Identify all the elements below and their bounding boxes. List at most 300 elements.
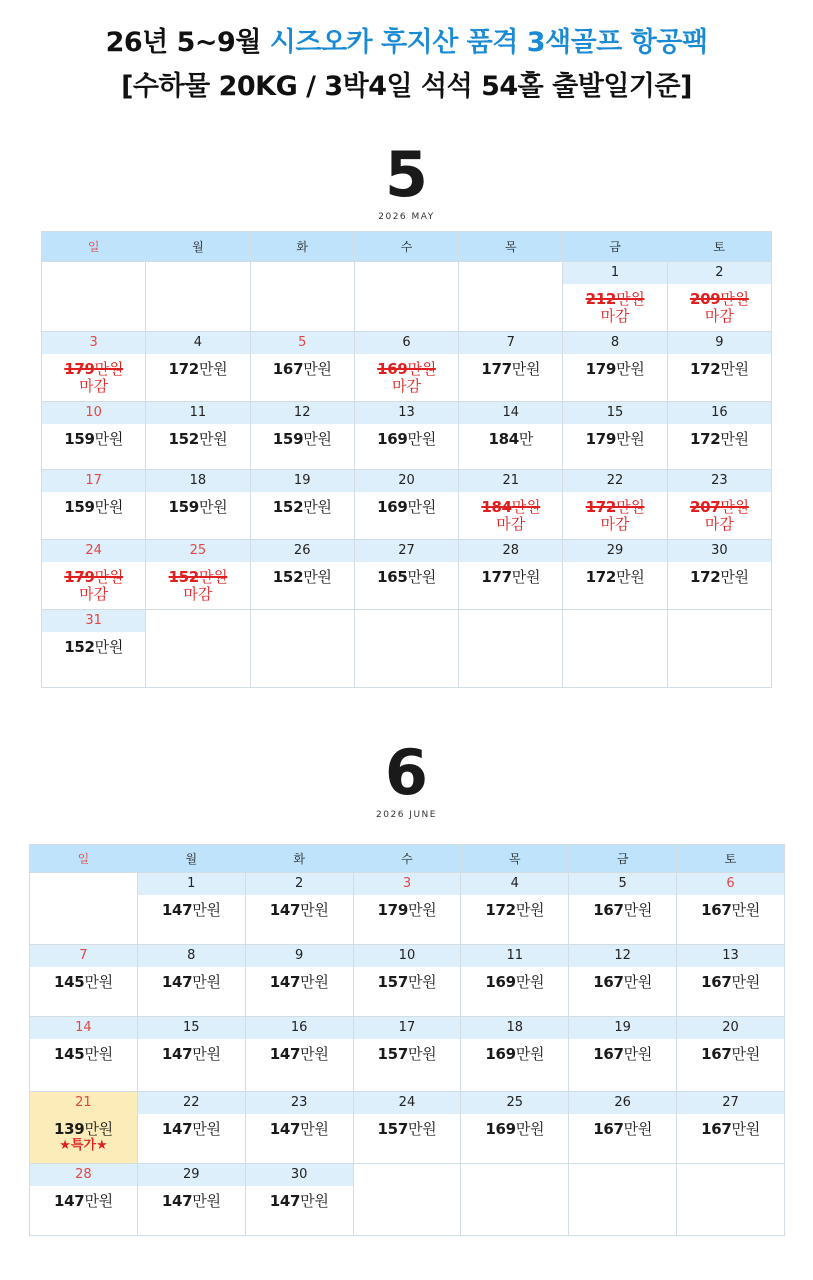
price-unit: 만원: [720, 498, 749, 516]
price-unit: 만원: [84, 1120, 113, 1138]
day-number: 15: [138, 1017, 245, 1039]
day-cell[interactable]: [354, 332, 458, 402]
day-cell[interactable]: [569, 873, 677, 945]
day-cell[interactable]: [245, 1092, 353, 1164]
calendar-may: [41, 231, 772, 688]
empty-day-cell: [353, 1164, 461, 1236]
price-label: [677, 1120, 784, 1138]
day-cell[interactable]: [677, 945, 785, 1017]
day-cell[interactable]: [667, 540, 771, 610]
price-unit: 만원: [94, 568, 124, 586]
day-number: 6: [355, 332, 458, 354]
calendar-week: [42, 470, 772, 540]
day-number: 1: [138, 873, 245, 895]
month-number-june: 6: [384, 736, 429, 809]
price-label: [563, 360, 666, 378]
day-cell[interactable]: [137, 945, 245, 1017]
price-label: [146, 498, 249, 516]
day-number: 6: [677, 873, 784, 895]
day-cell[interactable]: [667, 332, 771, 402]
price-label: [459, 430, 562, 448]
price-value: 152: [168, 568, 199, 586]
price-label: [30, 1120, 137, 1138]
day-cell[interactable]: [353, 945, 461, 1017]
price-label: [246, 901, 353, 919]
sold-out-note: 마감: [704, 515, 734, 533]
calendar-week: [30, 1092, 785, 1164]
day-number: 17: [42, 470, 145, 492]
price-value: 172: [168, 360, 199, 378]
price-value: 157: [377, 973, 408, 991]
day-cell[interactable]: [245, 873, 353, 945]
day-cell[interactable]: [563, 332, 667, 402]
day-cell[interactable]: [569, 1092, 677, 1164]
price-unit: 만원: [720, 290, 749, 308]
price-unit: 만원: [623, 1120, 653, 1138]
day-cell[interactable]: [146, 332, 250, 402]
day-number: 23: [668, 470, 771, 492]
day-number: 5: [251, 332, 354, 354]
day-cell[interactable]: [354, 402, 458, 470]
price-label: [246, 1045, 353, 1063]
price-value: 165: [377, 568, 408, 586]
day-number: 12: [569, 945, 676, 967]
day-number: 16: [246, 1017, 353, 1039]
empty-day-cell: [459, 610, 563, 688]
price-label: [246, 1120, 353, 1138]
empty-day-cell: [250, 610, 354, 688]
price-unit: 만원: [616, 430, 645, 448]
day-cell[interactable]: [354, 540, 458, 610]
price-value: 169: [485, 973, 516, 991]
day-cell[interactable]: [459, 470, 563, 540]
price-value: 184: [481, 498, 512, 516]
price-value: 147: [161, 1045, 193, 1063]
day-cell[interactable]: [137, 1092, 245, 1164]
price-unit: 만원: [94, 498, 124, 516]
day-number: 26: [569, 1092, 676, 1114]
empty-day-cell: [461, 1164, 569, 1236]
price-unit: 만원: [407, 1120, 437, 1138]
price-label: [146, 360, 249, 378]
day-cell[interactable]: [667, 402, 771, 470]
price-label: [146, 568, 249, 586]
price-label: [569, 973, 676, 991]
day-number: 29: [138, 1164, 245, 1186]
price-value: 167: [701, 973, 732, 991]
price-value: 167: [593, 1045, 624, 1063]
sold-out-note: 마감: [183, 585, 213, 603]
day-number: 28: [30, 1164, 137, 1186]
price-unit: 만원: [303, 568, 332, 586]
day-number: 30: [668, 540, 771, 562]
day-number: 10: [354, 945, 461, 967]
price-value: 167: [593, 901, 624, 919]
price-value: 209: [689, 290, 721, 308]
price-label: [459, 568, 562, 586]
day-cell[interactable]: [353, 1092, 461, 1164]
price-unit: 만원: [300, 1120, 329, 1138]
day-number: 20: [355, 470, 458, 492]
calendar-week: [42, 332, 772, 402]
day-number: 19: [569, 1017, 676, 1039]
day-cell[interactable]: [30, 1092, 138, 1164]
price-value: 139: [54, 1120, 85, 1138]
price-value: 152: [168, 430, 199, 448]
price-label: [42, 568, 145, 586]
day-number: 30: [246, 1164, 353, 1186]
day-cell[interactable]: [459, 332, 563, 402]
price-unit: 만원: [616, 290, 645, 308]
price-value: 169: [377, 430, 408, 448]
weekday-header: 목: [461, 845, 569, 873]
price-label: [30, 973, 137, 991]
price-label: [677, 973, 784, 991]
price-label: [459, 498, 562, 516]
weekday-header: 토: [677, 845, 785, 873]
price-value: 147: [161, 901, 193, 919]
day-number: 2: [246, 873, 353, 895]
day-cell[interactable]: [250, 470, 354, 540]
day-number: 21: [75, 1095, 92, 1110]
price-unit: 만원: [192, 973, 221, 991]
weekday-header: 수: [354, 232, 458, 262]
price-label: [461, 1045, 568, 1063]
day-number: 22: [563, 470, 666, 492]
day-number: 17: [354, 1017, 461, 1039]
price-unit: 만원: [720, 568, 749, 586]
day-number: 10: [42, 402, 145, 424]
price-unit: 만원: [198, 498, 228, 516]
day-cell[interactable]: [461, 945, 569, 1017]
price-unit: 만원: [731, 973, 760, 991]
price-label: [355, 568, 458, 586]
price-unit: 만원: [84, 1192, 113, 1210]
price-value: 147: [161, 973, 193, 991]
price-value: 172: [689, 360, 721, 378]
day-cell[interactable]: [42, 610, 146, 688]
calendar-week: [42, 402, 772, 470]
day-cell[interactable]: [42, 470, 146, 540]
day-cell[interactable]: [42, 402, 146, 470]
price-unit: 만원: [623, 1045, 653, 1063]
price-value: 152: [272, 568, 304, 586]
price-label: [138, 901, 245, 919]
day-cell[interactable]: [667, 262, 771, 332]
title-product: 시즈오카 후지산 품격 3색골프 항공팩: [269, 27, 708, 58]
price-value: 147: [269, 1192, 301, 1210]
price-value: 157: [377, 1045, 408, 1063]
price-unit: 만원: [303, 360, 332, 378]
day-number: 20: [677, 1017, 784, 1039]
weekday-header: 금: [569, 845, 677, 873]
price-unit: 만원: [198, 568, 228, 586]
price-value: 179: [377, 901, 408, 919]
price-value: 167: [272, 360, 304, 378]
day-cell[interactable]: [42, 332, 146, 402]
price-label: [677, 901, 784, 919]
month-subtitle-may: 2026 MAY: [378, 212, 435, 222]
price-unit: 만원: [303, 430, 332, 448]
price-unit: 만원: [731, 1120, 760, 1138]
price-value: 167: [701, 901, 732, 919]
price-value: 184: [488, 430, 519, 448]
weekday-header: 월: [146, 232, 250, 262]
price-label: [668, 290, 771, 308]
calendar-week: [30, 1164, 785, 1236]
price-label: [459, 360, 562, 378]
special-offer-badge: ★특가★: [59, 1138, 108, 1153]
day-number: 7: [30, 945, 137, 967]
day-cell[interactable]: [354, 470, 458, 540]
price-label: [461, 1120, 568, 1138]
weekday-header: 목: [459, 232, 563, 262]
price-value: 179: [64, 568, 95, 586]
day-number: 24: [354, 1092, 461, 1114]
empty-day-cell: [667, 610, 771, 688]
day-number: 27: [677, 1092, 784, 1114]
day-cell[interactable]: [30, 1164, 138, 1236]
day-cell[interactable]: [42, 540, 146, 610]
price-unit: 만원: [731, 901, 760, 919]
day-number: 2: [668, 262, 771, 284]
page-subtitle: [수하물 20KG / 3박4일 석석 54홀 출발일기준]: [121, 71, 692, 102]
price-label: [355, 360, 458, 378]
price-label: [355, 498, 458, 516]
day-number: 14: [30, 1017, 137, 1039]
day-number: 24: [42, 540, 145, 562]
price-unit: 만원: [407, 901, 437, 919]
day-number: 19: [251, 470, 354, 492]
day-cell[interactable]: [137, 1164, 245, 1236]
day-number: 22: [138, 1092, 245, 1114]
weekday-header: 금: [563, 232, 667, 262]
price-label: [138, 1045, 245, 1063]
price-value: 147: [269, 973, 301, 991]
day-number: 26: [251, 540, 354, 562]
empty-day-cell: [459, 262, 563, 332]
price-unit: 만원: [407, 568, 436, 586]
day-cell[interactable]: [677, 873, 785, 945]
day-cell[interactable]: [250, 540, 354, 610]
day-number: 1: [563, 262, 666, 284]
sold-out-note: 마감: [704, 307, 734, 325]
price-label: [42, 430, 145, 448]
day-number: 4: [461, 873, 568, 895]
price-value: 172: [689, 430, 721, 448]
day-cell[interactable]: [353, 1017, 461, 1092]
price-label: [668, 360, 771, 378]
price-value: 169: [377, 498, 408, 516]
day-cell[interactable]: [146, 540, 250, 610]
calendar-week: [42, 610, 772, 688]
price-unit: 만원: [84, 1045, 113, 1063]
price-label: [354, 1120, 461, 1138]
weekday-header: 월: [137, 845, 245, 873]
day-cell[interactable]: [245, 945, 353, 1017]
price-unit: 만원: [94, 430, 124, 448]
price-value: 152: [64, 638, 95, 656]
price-unit: 만원: [515, 1120, 545, 1138]
day-number: 18: [146, 470, 249, 492]
price-value: 159: [272, 430, 304, 448]
sold-out-note: 마감: [600, 307, 630, 325]
day-cell[interactable]: [563, 540, 667, 610]
price-value: 167: [593, 973, 624, 991]
price-label: [354, 1045, 461, 1063]
sold-out-note: 마감: [391, 377, 421, 395]
weekday-header: 일: [42, 232, 146, 262]
day-cell[interactable]: [245, 1164, 353, 1236]
price-value: 172: [485, 901, 516, 919]
price-label: [677, 1045, 784, 1063]
price-value: 147: [161, 1192, 193, 1210]
weekday-header: 화: [245, 845, 353, 873]
day-number: 15: [563, 402, 666, 424]
day-cell[interactable]: [461, 1092, 569, 1164]
month-number-may: 5: [384, 138, 429, 211]
day-cell[interactable]: [461, 1017, 569, 1092]
price-label: [563, 290, 666, 308]
day-number: 14: [459, 402, 562, 424]
day-cell[interactable]: [563, 262, 667, 332]
day-cell[interactable]: [146, 402, 250, 470]
price-label: [461, 973, 568, 991]
day-number: 4: [146, 332, 249, 354]
price-label: [251, 568, 354, 586]
price-value: 145: [54, 973, 85, 991]
day-number: 13: [677, 945, 784, 967]
day-number: 9: [668, 332, 771, 354]
day-number: 31: [42, 610, 145, 632]
month-subtitle-june: 2026 JUNE: [376, 810, 437, 820]
price-label: [138, 1192, 245, 1210]
empty-day-cell: [42, 262, 146, 332]
price-value: 179: [585, 360, 617, 378]
empty-day-cell: [563, 610, 667, 688]
price-label: [563, 568, 666, 586]
price-value: 145: [54, 1045, 85, 1063]
empty-day-cell: [354, 262, 458, 332]
sold-out-note: 마감: [496, 515, 526, 533]
day-number: 3: [42, 332, 145, 354]
price-value: 167: [593, 1120, 624, 1138]
day-cell[interactable]: [677, 1092, 785, 1164]
sold-out-note: 마감: [600, 515, 630, 533]
weekday-header: 토: [667, 232, 771, 262]
price-value: 167: [701, 1045, 732, 1063]
day-number: 11: [461, 945, 568, 967]
calendar-week: [30, 873, 785, 945]
price-unit: 만원: [515, 1045, 545, 1063]
weekday-header: 화: [250, 232, 354, 262]
sold-out-note: 마감: [79, 377, 109, 395]
day-cell[interactable]: [30, 1017, 138, 1092]
weekday-header: 일: [30, 845, 138, 873]
price-unit: 만원: [731, 1045, 760, 1063]
price-label: [138, 1120, 245, 1138]
day-cell[interactable]: [461, 873, 569, 945]
price-label: [246, 1192, 353, 1210]
day-number: 25: [146, 540, 249, 562]
weekday-header: 수: [353, 845, 461, 873]
price-label: [251, 360, 354, 378]
price-value: 172: [585, 498, 617, 516]
day-cell[interactable]: [30, 945, 138, 1017]
price-value: 147: [54, 1192, 85, 1210]
price-unit: 만원: [198, 430, 228, 448]
price-value: 179: [64, 360, 95, 378]
price-unit: 만원: [515, 901, 545, 919]
day-number: 7: [459, 332, 562, 354]
day-cell[interactable]: [146, 470, 250, 540]
day-cell[interactable]: [250, 332, 354, 402]
price-unit: 만원: [300, 1045, 329, 1063]
empty-day-cell: [354, 610, 458, 688]
price-value: 172: [689, 568, 721, 586]
calendar-week: [42, 540, 772, 610]
price-label: [668, 568, 771, 586]
price-unit: 만원: [511, 568, 541, 586]
day-cell[interactable]: [137, 1017, 245, 1092]
price-unit: 만원: [94, 638, 124, 656]
price-label: [146, 430, 249, 448]
calendar-june: [29, 844, 785, 1236]
day-cell[interactable]: [459, 540, 563, 610]
calendar-week: [42, 262, 772, 332]
sold-out-note: 마감: [79, 585, 109, 603]
day-cell[interactable]: [459, 402, 563, 470]
day-number: 29: [563, 540, 666, 562]
price-label: [355, 430, 458, 448]
day-cell[interactable]: [353, 873, 461, 945]
calendar-week: [30, 945, 785, 1017]
day-cell[interactable]: [569, 945, 677, 1017]
day-cell[interactable]: [563, 470, 667, 540]
price-label: [138, 973, 245, 991]
price-value: 177: [481, 360, 512, 378]
day-cell[interactable]: [569, 1017, 677, 1092]
day-cell[interactable]: [250, 402, 354, 470]
price-label: [461, 901, 568, 919]
day-cell[interactable]: [137, 873, 245, 945]
day-number: 27: [355, 540, 458, 562]
page-title: [0, 20, 813, 59]
price-unit: 만원: [300, 1192, 329, 1210]
price-label: [354, 901, 461, 919]
day-cell[interactable]: [563, 402, 667, 470]
day-cell[interactable]: [677, 1017, 785, 1092]
price-unit: 만: [518, 430, 534, 448]
price-value: 152: [272, 498, 304, 516]
empty-day-cell: [250, 262, 354, 332]
price-value: 169: [485, 1120, 516, 1138]
price-unit: 만원: [616, 568, 645, 586]
price-unit: 만원: [515, 973, 545, 991]
price-label: [569, 1045, 676, 1063]
price-unit: 만원: [720, 360, 749, 378]
title-prefix: 26년 5~9월: [105, 27, 270, 58]
price-unit: 만원: [407, 430, 436, 448]
day-number: 9: [246, 945, 353, 967]
day-cell[interactable]: [245, 1017, 353, 1092]
day-number: 12: [251, 402, 354, 424]
price-unit: 만원: [192, 1192, 221, 1210]
price-unit: 만원: [623, 973, 653, 991]
day-cell[interactable]: [667, 470, 771, 540]
empty-day-cell: [569, 1164, 677, 1236]
price-unit: 만원: [511, 360, 541, 378]
